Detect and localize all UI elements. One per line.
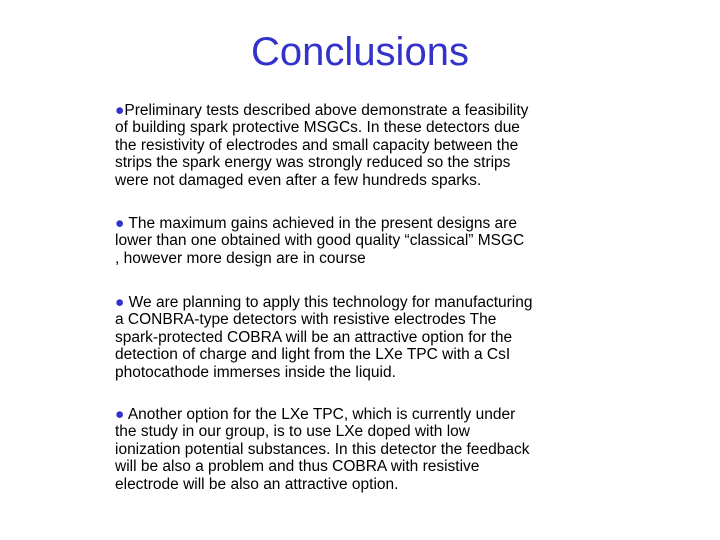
conclusion-paragraph-2 [115, 215, 615, 267]
paragraph-text: The maximum gains achieved in the present designs are lower than one obtained with good quality “classical” MSGC , however more design are in course [115, 215, 525, 267]
bullet-icon: ● [115, 215, 129, 232]
slide-title: Conclusions [251, 30, 469, 74]
paragraph-text: Preliminary tests described above demonstrate a feasibility of building spark protective MSGCs. In these detectors due the resistivity of electrodes and small capacity between the strips the spark energy was strongly reduced so the strips were not damaged even after a few hundreds sparks. [115, 102, 529, 189]
paragraph-text: We are planning to apply this technology for manufacturing a CONBRA-type detectors with resistive electrodes The spark-protected COBRA will be an attractive option for the detection of charge and light from the LXe TPC with a CsI photocathode immerses inside the liquid. [115, 294, 533, 381]
conclusion-paragraph-1 [115, 102, 615, 189]
conclusion-paragraph-4 [115, 406, 615, 493]
paragraph-text: Another option for the LXe TPC, which is currently under the study in our group, is to use LXe doped with low ionization potential substances. In this detector the feedback will be also a problem and thus COBRA with resistive electrode will be also an attractive option. [115, 406, 530, 493]
bullet-icon: ● [115, 102, 125, 119]
conclusion-paragraph-3 [115, 294, 615, 381]
bullet-icon: ● [115, 294, 129, 311]
bullet-icon: ● [115, 406, 128, 423]
